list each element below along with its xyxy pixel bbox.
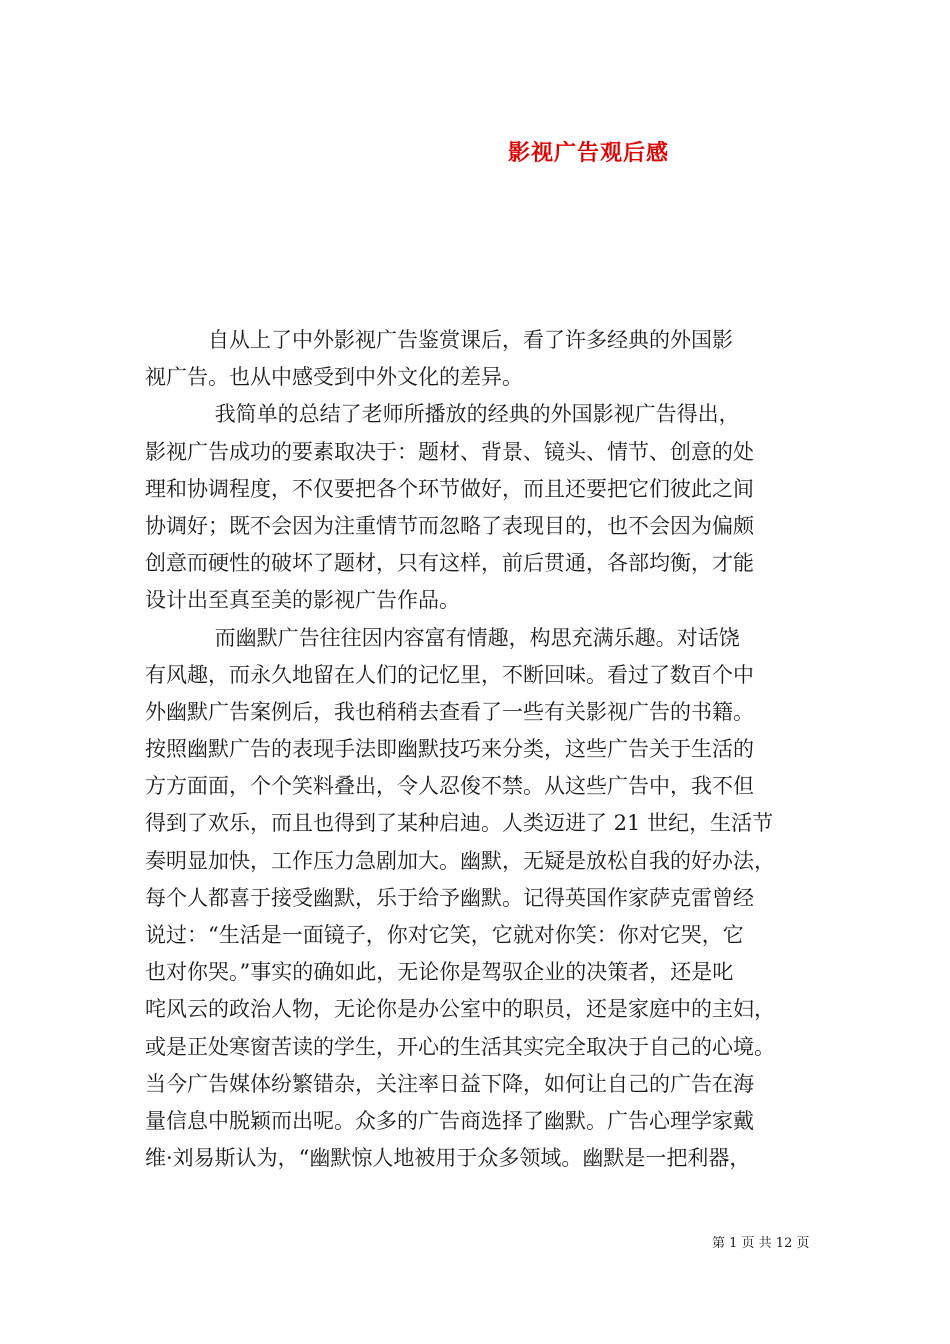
- body-line: 方方面面，个个笑料叠出，令人忍俊不禁。从这些广告中，我不但: [145, 774, 754, 799]
- document-body: [145, 322, 807, 1177]
- body-line: 量信息中脱颖而出呢。众多的广告商选择了幽默。广告心理学家戴: [145, 1108, 754, 1133]
- body-line: 我简单的总结了老师所播放的经典的外国影视广告得出，: [145, 402, 740, 427]
- body-line: 维·刘易斯认为，“幽默惊人地被用于众多领域。幽默是一把利器，: [145, 1146, 751, 1171]
- body-line: 理和协调程度，不仅要把各个环节做好，而且还要把它们彼此之间: [145, 476, 754, 501]
- body-line: 创意而硬性的破坏了题材，只有这样，前后贯通，各部均衡，才能: [145, 551, 754, 576]
- body-line: 也对你哭。”事实的确如此，无论你是驾驭企业的决策者，还是叱: [145, 960, 734, 985]
- body-line: 而幽默广告往往因内容富有情趣，构思充满乐趣。对话饶: [145, 625, 740, 650]
- body-line: 影视广告成功的要素取决于：题材、背景、镜头、情节、创意的处: [145, 439, 754, 464]
- body-line: 得到了欢乐，而且也得到了某种启迪。人类迈进了 21 世纪，生活节: [145, 811, 774, 836]
- document-title: 影视广告观后感: [508, 140, 670, 166]
- body-line: 自从上了中外影视广告鉴赏课后，看了许多经典的外国影: [145, 328, 733, 352]
- body-line: 说过：“生活是一面镜子，你对它笑，它就对你笑：你对它哭，它: [145, 923, 744, 947]
- body-line: 当今广告媒体纷繁错杂，关注率日益下降，如何让自己的广告在海: [145, 1071, 754, 1096]
- body-line: 按照幽默广告的表现手法即幽默技巧来分类，这些广告关于生活的: [145, 737, 754, 762]
- body-line: 外幽默广告案例后，我也稍稍去查看了一些有关影视广告的书籍。: [145, 699, 754, 724]
- body-line: 视广告。也从中感受到中外文化的差异。: [145, 365, 523, 390]
- body-line: 奏明显加快，工作压力急剧加大。幽默，无疑是放松自我的好办法，: [145, 848, 775, 873]
- body-line: 设计出至真至美的影视广告作品。: [145, 588, 460, 613]
- body-line: 每个人都喜于接受幽默，乐于给予幽默。记得英国作家萨克雷曾经: [145, 885, 754, 910]
- body-line: 协调好；既不会因为注重情节而忽略了表现目的，也不会因为偏颇: [145, 513, 754, 538]
- page-number-footer: 第 1 页 共 12 页: [712, 1236, 810, 1251]
- body-line: 或是正处寒窗苦读的学生，开心的生活其实完全取决于自己的心境。: [145, 1034, 775, 1059]
- body-line: 咤风云的政治人物，无论你是办公室中的职员，还是家庭中的主妇，: [145, 997, 775, 1022]
- body-line: 有风趣，而永久地留在人们的记忆里，不断回味。看过了数百个中: [145, 662, 754, 687]
